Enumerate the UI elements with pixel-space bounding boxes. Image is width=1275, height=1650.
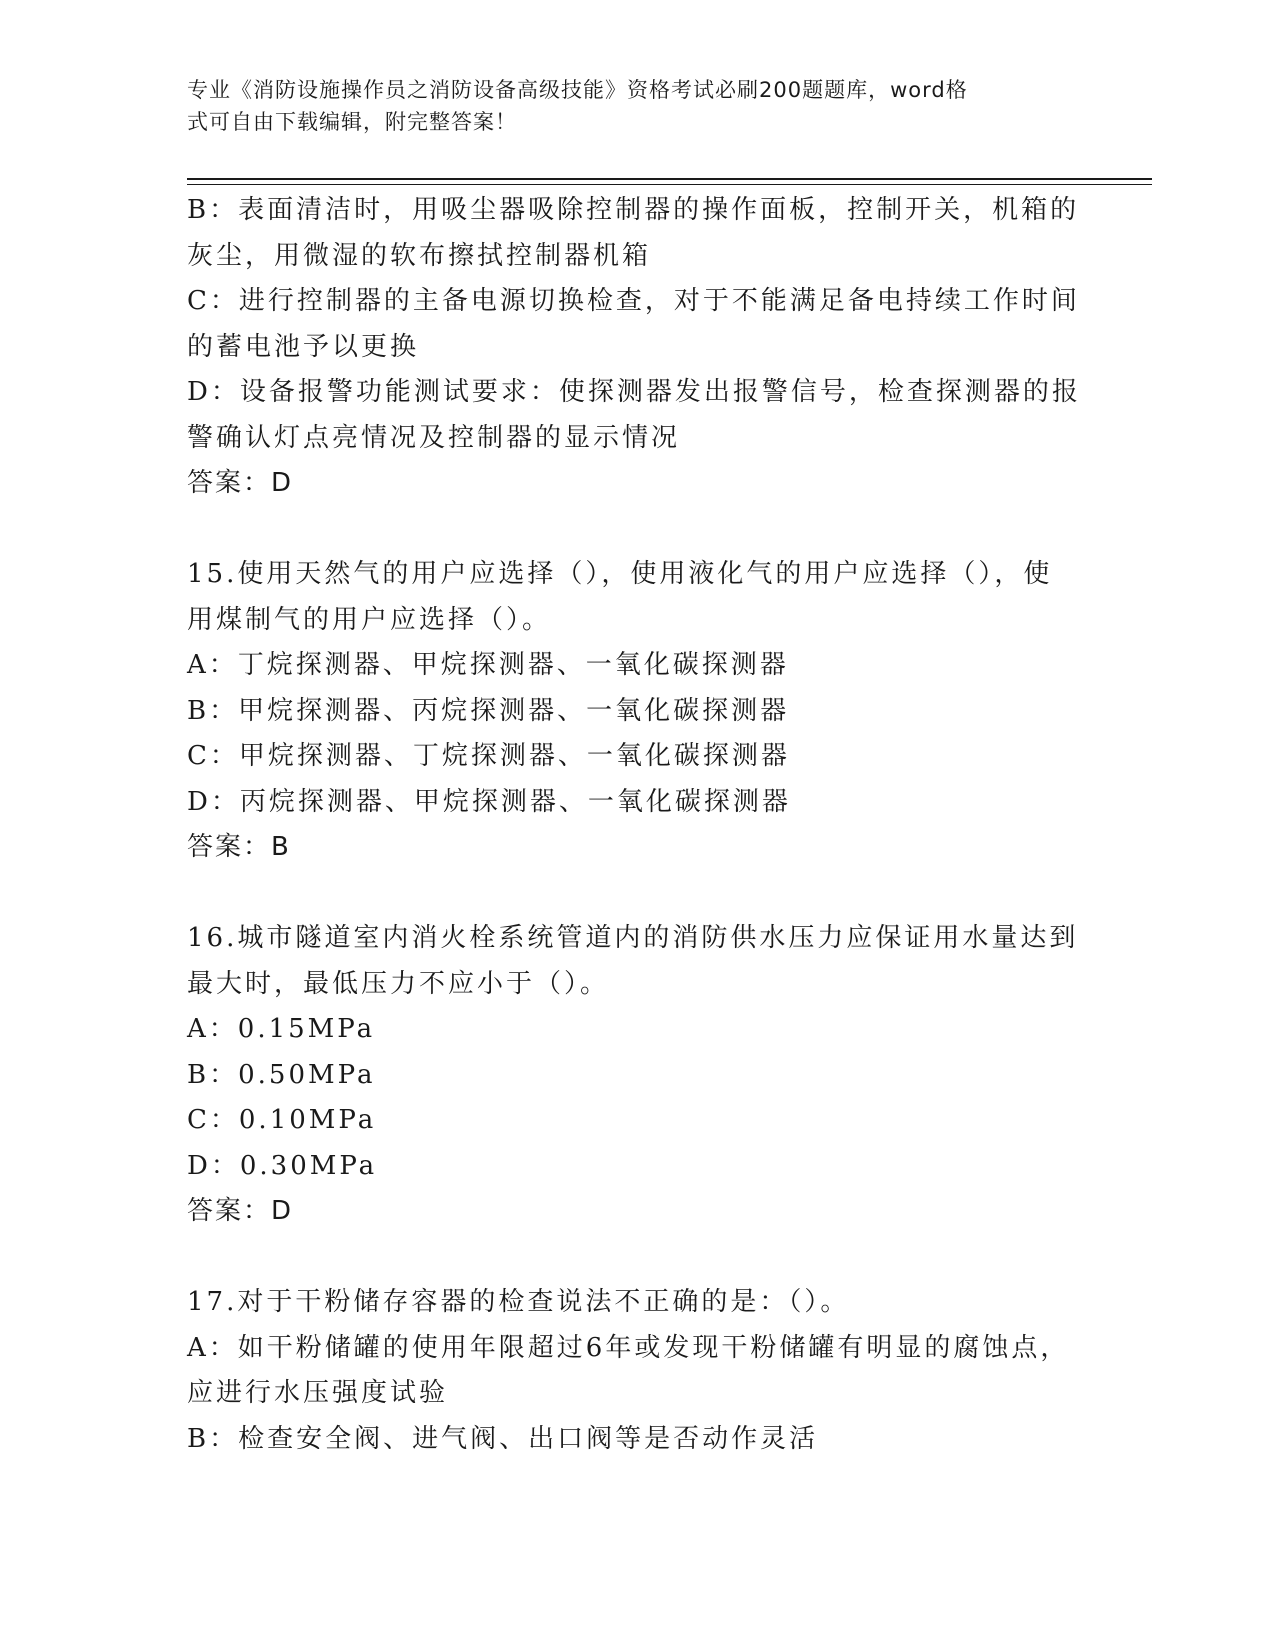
option-a: A：0.15MPa: [187, 1014, 376, 1044]
document-header: [187, 74, 1087, 138]
option-b: B：甲烷探测器、丙烷探测器、一氧化碳探测器: [187, 695, 790, 726]
spacer: [187, 871, 1077, 917]
question-block-15: [187, 552, 1077, 871]
option-b-line-1: B：表面清洁时，用吸尘器吸除控制器的操作面板，控制开关，机箱的: [187, 195, 1080, 225]
option-a-line-2: 应进行水压强度试验: [187, 1378, 449, 1408]
option-d-line-1: D：设备报警功能测试要求：使探测器发出报警信号，检查探测器的报: [187, 377, 1081, 407]
question-stem-line-1: 16.城市隧道室内消火栓系统管道内的消防供水压力应保证用水量达到: [187, 923, 1079, 953]
question-block-16: [187, 916, 1077, 1235]
question-stem-line-2: 最大时，最低压力不应小于（）。: [187, 968, 610, 999]
question-stem-line-1: 17.对于干粉储存容器的检查说法不正确的是：（）。: [187, 1287, 850, 1317]
question-block-17: [187, 1280, 1077, 1462]
option-c-line-2: 的蓄电池予以更换: [187, 331, 420, 362]
question-stem-line-1: 15.使用天然气的用户应选择（），使用液化气的用户应选择（），使: [187, 559, 1053, 589]
header-divider-thin: [187, 184, 1152, 185]
option-b: B：检查安全阀、进气阀、出口阀等是否动作灵活: [187, 1423, 819, 1454]
option-d: D：丙烷探测器、甲烷探测器、一氧化碳探测器: [187, 786, 791, 817]
header-line-1: 专业《消防设施操作员之消防设备高级技能》资格考试必刷200题题库，word格: [187, 78, 968, 102]
spacer: [187, 1235, 1077, 1281]
option-c: C：甲烷探测器、丁烷探测器、一氧化碳探测器: [187, 741, 790, 771]
option-d: D：0.30MPa: [187, 1150, 378, 1181]
spacer: [187, 507, 1077, 553]
option-a: A：丁烷探测器、甲烷探测器、一氧化碳探测器: [187, 650, 789, 680]
question-stem-line-2: 用煤制气的用户应选择（）。: [187, 604, 552, 635]
option-c: C：0.10MPa: [187, 1105, 377, 1135]
header-divider-thick: [187, 178, 1152, 180]
option-d-line-2: 警确认灯点亮情况及控制器的显示情况: [187, 422, 681, 453]
answer-line: 答案：B: [187, 832, 291, 862]
option-b: B：0.50MPa: [187, 1059, 376, 1090]
header-line-2: 式可自由下载编辑，附完整答案！: [187, 110, 517, 134]
question-block-14: [187, 188, 1081, 507]
option-c-line-1: C：进行控制器的主备电源切换检查，对于不能满足备电持续工作时间: [187, 286, 1080, 316]
option-b-line-2: 灰尘，用微湿的软布擦拭控制器机箱: [187, 240, 652, 271]
answer-line: 答案：D: [187, 1196, 294, 1226]
option-a-line-1: A：如干粉储罐的使用年限超过6年或发现干粉储罐有明显的腐蚀点，: [187, 1332, 1070, 1363]
question-content: [187, 188, 1081, 1462]
answer-line: 答案：D: [187, 468, 294, 498]
